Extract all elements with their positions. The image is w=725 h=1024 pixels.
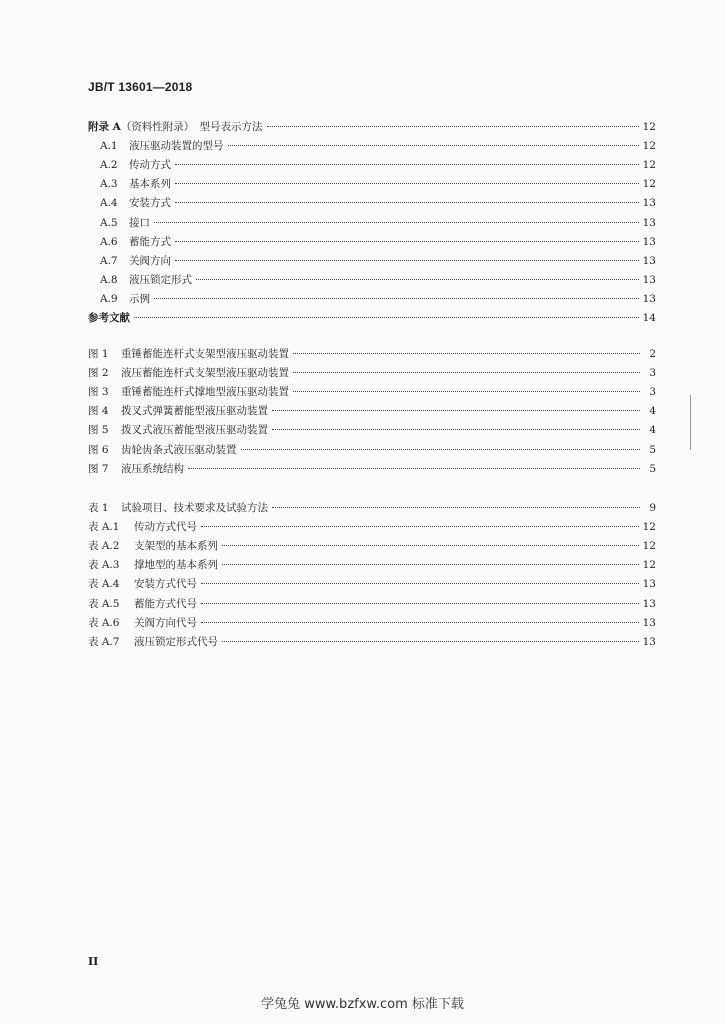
toc-entry-label <box>88 614 197 633</box>
toc-entry-page: 9 <box>649 502 656 514</box>
toc-entry-label <box>88 137 224 156</box>
toc-entry-title: 关阀方向代号 <box>134 616 197 629</box>
toc-appendix-entry <box>88 156 656 175</box>
toc-entry-title: 液压锁定形式代号 <box>134 635 218 648</box>
toc-dot-leader <box>175 260 639 261</box>
toc-entry-title: 液压锁定形式 <box>129 273 192 286</box>
toc-entry-label <box>88 156 171 175</box>
toc-entry-page: 13 <box>642 197 656 210</box>
toc-entry-label <box>88 364 289 383</box>
toc-entry-page: 12 <box>642 521 656 534</box>
toc-entry-page: 13 <box>642 635 656 648</box>
toc-entry-label <box>88 290 150 309</box>
toc-entry-number: A.2 <box>100 159 118 172</box>
toc-entry-label <box>88 460 184 479</box>
toc-entry-page: 3 <box>649 386 656 399</box>
toc-entry-title: 示例 <box>129 292 150 305</box>
toc-entry-page: 13 <box>642 235 656 248</box>
toc-dot-leader <box>293 391 640 392</box>
toc-entry-label <box>88 421 268 440</box>
toc-dot-leader <box>134 317 639 318</box>
toc-entry-number: A.8 <box>100 273 118 286</box>
toc-entry-title: 参考文献 <box>88 312 130 324</box>
toc-entry-number: 表 A.3 <box>88 559 120 572</box>
toc-dot-leader <box>175 164 639 165</box>
toc-entry-page: 13 <box>642 597 656 610</box>
toc-entry-page: 13 <box>642 254 656 267</box>
toc-entry-page: 12 <box>642 140 656 153</box>
toc-entry-number: 图 3 <box>88 386 109 399</box>
toc-entry-number: 表 1 <box>88 502 109 514</box>
toc-entry-number: 表 A.4 <box>88 578 120 591</box>
toc-entry-number: A.7 <box>100 254 118 267</box>
toc-appendix-entry <box>88 309 656 328</box>
toc-entry-title: 试验项目、技术要求及试验方法 <box>121 502 268 514</box>
toc-entry-number: 图 6 <box>88 443 109 456</box>
toc-appendix-entry <box>88 194 656 213</box>
toc-table-entry <box>88 499 656 518</box>
toc-entry-label <box>88 383 289 402</box>
toc-entry-label <box>88 118 263 137</box>
toc-appendix-entry <box>88 175 656 194</box>
scan-artifact-line <box>690 395 691 450</box>
toc-entry-number: A.9 <box>100 292 118 305</box>
toc-entry-title: 接口 <box>129 216 150 229</box>
toc-entry-number: 图 1 <box>88 348 109 360</box>
toc-entry-page: 13 <box>642 616 656 629</box>
toc-entry-title: 关阀方向 <box>129 254 171 267</box>
toc-entry-label <box>88 345 289 364</box>
toc-entry-label <box>88 537 218 556</box>
toc-entry-number: 表 A.7 <box>88 635 120 648</box>
toc-entry-title: 拨叉式液压蓄能型液压驱动装置 <box>121 424 268 437</box>
toc-dot-leader <box>228 145 639 146</box>
toc-figure-entry <box>88 364 656 383</box>
toc-figure-entry <box>88 345 656 364</box>
toc-dot-leader <box>154 298 639 299</box>
toc-dot-leader <box>272 429 640 430</box>
toc-entry-title: 拨叉式弹簧蓄能型液压驱动装置 <box>121 405 268 418</box>
toc-entry-title: 传动方式代号 <box>134 521 197 534</box>
toc-entry-title: 齿轮齿条式液压驱动装置 <box>121 443 237 456</box>
toc-entry-page: 12 <box>642 178 656 191</box>
toc-entry-title: （资料性附录） 型号表示方法 <box>120 121 263 133</box>
toc-entry-title: 传动方式 <box>129 159 171 172</box>
toc-entry-label <box>88 233 171 252</box>
toc-dot-leader <box>267 126 639 127</box>
toc-entry-label <box>88 214 150 233</box>
toc-entry-title: 液压驱动装置的型号 <box>129 140 224 153</box>
toc-entry-number: 图 4 <box>88 405 109 418</box>
toc-table-entry <box>88 518 656 537</box>
toc-entry-title: 重锤蓄能连杆式支架型液压驱动装置 <box>121 348 289 360</box>
standard-code: JB/T 13601—2018 <box>88 80 193 94</box>
toc-entry-page: 4 <box>649 424 656 437</box>
toc-entry-label <box>88 499 268 518</box>
toc-dot-leader <box>201 622 639 623</box>
toc-entry-title: 蓄能方式 <box>129 235 171 248</box>
toc-entry-label <box>88 556 218 575</box>
toc-appendix-entry <box>88 233 656 252</box>
toc-entry-title: 重锤蓄能连杆式撑地型液压驱动装置 <box>121 386 289 399</box>
toc-dot-leader <box>293 353 640 354</box>
toc-entry-page: 13 <box>642 273 656 286</box>
toc-entry-number: 图 7 <box>88 462 109 475</box>
toc-entry-label <box>88 633 218 652</box>
toc-dot-leader <box>241 449 641 450</box>
toc-entry-page: 5 <box>649 443 656 456</box>
toc-entry-label <box>88 194 171 213</box>
toc-figure-entry <box>88 441 656 460</box>
toc-dot-leader <box>222 641 639 642</box>
toc-table-entry <box>88 595 656 614</box>
toc-entry-title: 蓄能方式代号 <box>134 597 197 610</box>
toc-entry-page: 13 <box>642 292 656 305</box>
toc-entry-title: 撑地型的基本系列 <box>134 559 218 572</box>
toc-entry-page: 12 <box>642 121 656 133</box>
toc-appendix-entry <box>88 137 656 156</box>
toc-dot-leader <box>201 526 639 527</box>
toc-dot-leader <box>272 507 640 508</box>
toc-entry-page: 13 <box>642 578 656 591</box>
toc-figure-entry <box>88 383 656 402</box>
toc-dot-leader <box>196 279 639 280</box>
toc-appendix-entry <box>88 290 656 309</box>
toc-entry-number: 图 2 <box>88 367 109 380</box>
toc-table-entry <box>88 633 656 652</box>
toc-entry-page: 12 <box>642 159 656 172</box>
toc-entry-title: 液压蓄能连杆式支架型液压驱动装置 <box>121 367 289 380</box>
toc-entry-label <box>88 271 192 290</box>
toc-entry-number: 表 A.2 <box>88 540 120 553</box>
toc-dot-leader <box>175 183 639 184</box>
toc-entry-page: 3 <box>649 367 656 380</box>
toc-table-entry <box>88 537 656 556</box>
toc-entry-page: 5 <box>649 462 656 475</box>
toc-entry-number: 表 A.6 <box>88 616 120 629</box>
toc-entry-page: 4 <box>649 405 656 418</box>
toc-entry-label <box>88 252 171 271</box>
toc-entry-number: 表 A.1 <box>88 521 120 534</box>
toc-entry-label <box>88 441 237 460</box>
toc-entry-number: A.3 <box>100 178 118 191</box>
toc-entry-number: A.1 <box>100 140 118 153</box>
toc-entry-number: 附录 A <box>88 121 121 133</box>
toc-entry-label <box>88 575 197 594</box>
toc-entry-number: 表 A.5 <box>88 597 120 610</box>
toc-dot-leader <box>272 410 640 411</box>
toc-entry-page: 12 <box>642 540 656 553</box>
toc-entry-page: 13 <box>642 216 656 229</box>
toc-dot-leader <box>293 372 640 373</box>
toc-entry-label <box>88 402 268 421</box>
toc-appendix-entry <box>88 271 656 290</box>
page-number: II <box>88 955 99 968</box>
toc-dot-leader <box>201 583 639 584</box>
toc-entry-page: 14 <box>642 312 656 324</box>
toc-entry-label <box>88 595 197 614</box>
toc-entry-title: 液压系统结构 <box>121 462 184 475</box>
toc-entry-number: A.6 <box>100 235 118 248</box>
toc-entry-label <box>88 175 171 194</box>
toc-dot-leader <box>175 202 639 203</box>
toc-entry-label <box>88 518 197 537</box>
toc-entry-number: 图 5 <box>88 424 109 437</box>
toc-entry-page: 2 <box>649 348 656 360</box>
toc-dot-leader <box>154 222 639 223</box>
toc-entry-number: A.4 <box>100 197 118 210</box>
toc-dot-leader <box>175 241 639 242</box>
toc-figure-entry <box>88 460 656 479</box>
toc-appendix-entry <box>88 118 656 137</box>
toc-entry-title: 支架型的基本系列 <box>134 540 218 553</box>
toc-entry-page: 12 <box>642 559 656 572</box>
toc-figure-entry <box>88 421 656 440</box>
toc-table-entry <box>88 556 656 575</box>
toc-entry-title: 安装方式代号 <box>134 578 197 591</box>
toc-dot-leader <box>222 564 639 565</box>
toc-entry-title: 基本系列 <box>129 178 171 191</box>
watermark-text: 学兔兔 www.bzfxw.com 标准下载 <box>261 997 464 1012</box>
toc-entry-number: A.5 <box>100 216 118 229</box>
toc-entry-title: 安装方式 <box>129 197 171 210</box>
toc-dot-leader <box>201 603 639 604</box>
toc-figure-entry <box>88 402 656 421</box>
toc-table-entry <box>88 575 656 594</box>
toc-appendix-entry <box>88 214 656 233</box>
toc-dot-leader <box>222 545 639 546</box>
toc-entry-label <box>88 309 130 328</box>
toc-appendix-entry <box>88 252 656 271</box>
toc-table-entry <box>88 614 656 633</box>
toc-dot-leader <box>188 468 640 469</box>
